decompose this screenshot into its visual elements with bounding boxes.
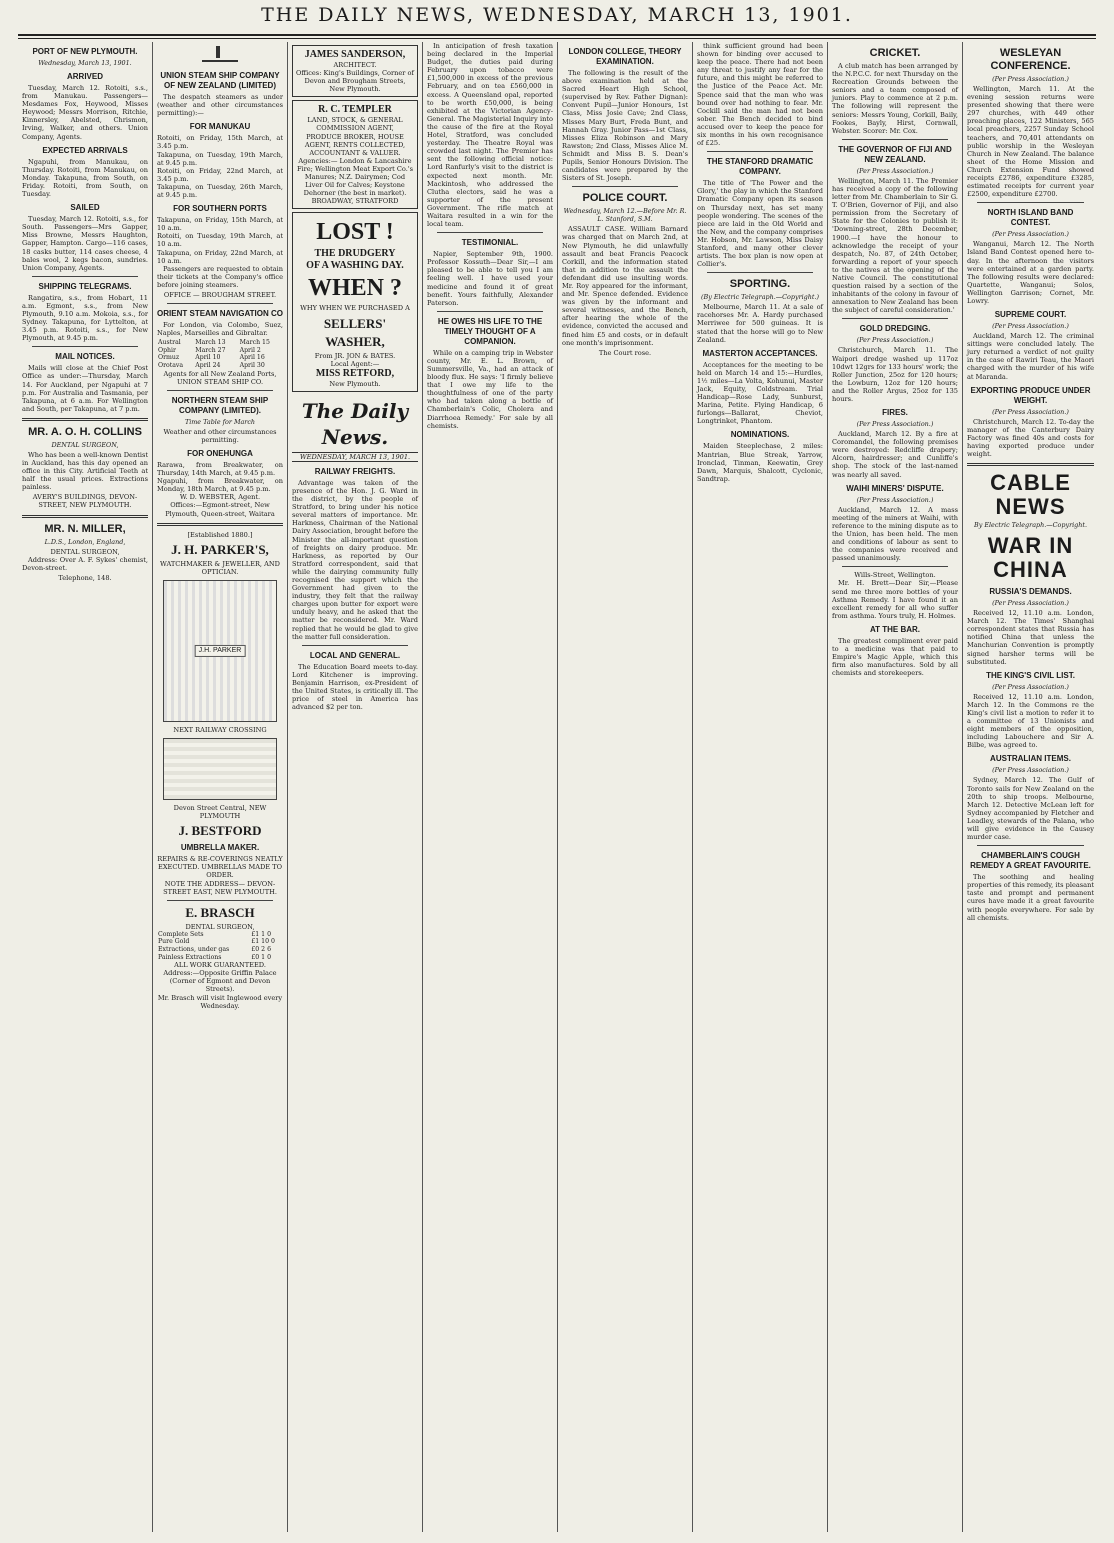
governor-text: Wellington, March 11. The Premier has received a copy of the following letter from Mr. Chamberlain to Sir G. T. O'Brien, Governor of Fiji, and also permission from the Secretary of State for the Colonies to publish it: 'Downing-street, 28th December, 1900.—I have the honour to acknowledge the receipt of your despatch, No. 87, of 24th October, forwarding a report of your speech to the natives at the opening of the Native Council. The constitutional question raised by a section of the inhabitants of the colony in favour of annexation to New Zealand has been the subject of careful consideration.': [832, 176, 958, 315]
sanderson-sub: ARCHITECT.: [333, 61, 377, 69]
onehunga-title: FOR ONEHUNGA: [187, 449, 253, 458]
college-text: The following is the result of the above examination held at the Sacred Heart High School, (supervised by Rev. Father Dignan): Convent Pupil—Junior Honours, 1st Class, Miss Josie Cave; 2nd Class, Misses Mary Burt, Freda Bunt, and Hannah Gray. Junior Pass—1st Class, Misses Eliza Robinson and Mary Rawston; 2nd Class, Misses Alice M. Schmidt and Miss B. S. Dean's Pupils, Senior Honours Division. The candidates were prepared by the Sisters of St. Joseph.: [562, 69, 688, 183]
port-title: PORT OF NEW PLYMOUTH.: [32, 47, 138, 56]
washing-heading: OF A WASHING DAY.: [306, 260, 404, 272]
onehunga-line: Ngapuhi, from Breakwater, on Monday, 18th March, at 9.45 p.m.: [157, 477, 283, 494]
south-title: FOR SOUTHERN PORTS: [173, 204, 267, 214]
divider: [157, 523, 283, 526]
railway-illustration: [163, 738, 277, 800]
russia-sub: (Per Press Association.): [992, 599, 1069, 608]
civil-text: Received 12, 11.10 a.m. London, March 12. In the Commons re the King's civil list a motion to refer it to a committee of 13 Unionists and eight members of the opposition, including Labouchere and Sir A. Bilbe, was agreed to.: [967, 692, 1094, 750]
divider: [707, 272, 813, 273]
parker-name: J. H. PARKER'S,: [171, 541, 269, 557]
companion-text: While on a camping trip in Webster county, Mr. E. L. Brown, of Summersville, Va., had an attack of bloody flux. He says: 'I firmly believe that I owe my life to the thoughtfulness of one of the party who had taken along a bottle of Chamberlain's Colic, Cholera and Diarrhoea Remedy.' For sale by all chemists.: [427, 348, 553, 430]
supreme-sub: (Per Press Association.): [992, 322, 1069, 331]
manukau-line: Takapuna, on Tuesday, 19th March, at 9.45 p.m.: [157, 150, 283, 167]
police-sub: Wednesday, March 12.—Before Mr. R. L. Stanford, S.M.: [563, 207, 687, 224]
bestford-address: NOTE THE ADDRESS— DEVON-STREET EAST, NEW PLYMOUTH.: [163, 879, 277, 896]
fires-sub: (Per Press Association.): [856, 420, 934, 429]
divider: [22, 515, 148, 518]
cough-text: The soothing and healing properties of this remedy, its pleasant taste and prompt and permanent cures have made it a great favourite with people everywhere. For sale by all chemists.: [967, 873, 1094, 922]
miller-name: MR. N. MILLER,: [44, 522, 126, 535]
news-text: In anticipation of fresh taxation being declared in the Imperial Budget, the duties paid during February upon tobacco were £1,500,000 in excess of the previous February, and on tea £560,000 in excess. A Queensland opal, reported to be worth £50,000, is being exhibited at the Victorian Agency-General. The Magisterial Inquiry into the cause of the fire at the Royal Hotel, Stratford, was concluded yesterday. The Theatre Royal was crowded last night. The Premier has sent the following official notice: Lord Ranfurly's visit to the district is expected next month. Mr. Mackintosh, who addressed the Clutha electors, said he was a supporter of the present Government. The rifle match at Waitara resulted in a win for the local team.: [427, 42, 553, 229]
union-title: UNION STEAM SHIP COMPANY OF NEW ZEALAND (LIMITED): [160, 71, 280, 91]
brasch-name: E. BRASCH: [185, 904, 255, 920]
lost-heading: LOST !: [316, 219, 394, 246]
waihi-sub: (Per Press Association.): [856, 495, 934, 504]
when-heading: WHEN ?: [307, 275, 402, 302]
templer-agencies: Agencies:— London & Lancashire Fire; Wellington Meat Export Co.'s Manures; N.Z. Dairymen; Cod Liver Oil for Calves; Keystone Dehorner (the best in market).: [296, 156, 414, 198]
wesleyan-text: Wellington, March 11. At the evening session returns were presented showing that there were 297 churches, with 449 other preaching places, 122 Ministers, 565 local preachers, 2257 Sunday School teachers, and 70,401 attendants on public worship in the Wesleyan Church in New Zealand. The balance sheet of the Home Mission and Church Extension Fund showed receipts £2786, expenditure £3285, estimated receipts for current year £2500, expenditure £2700.: [967, 85, 1094, 199]
brasch-tail: Mr. Brasch will visit Inglewood every Wednesday.: [157, 993, 283, 1010]
mail-text: Mails will close at the Chief Post Office as under:—Thursday, March 14. For Auckland, per Ngapuhi at 7 p.m. For Australia and Tasmania, per Takapuna, at 6 a.m. For Wellington and South, per Takapuna, at 7 p.m.: [22, 364, 148, 413]
cricket-text: A club match has been arranged by the N.P.C.C. for next Thursday on the Recreation Grounds between the seniors and a team composed of juniors. Play to commence at 2 p.m. The following will represent the seniors: Messrs Young, Corkill, Baily, Fookes, Bayly, Hirst, Cornwall, Webster. Scorer: Mr. Cox.: [832, 62, 958, 135]
masterton-title: MASTERTON ACCEPTANCES.: [702, 348, 818, 358]
manukau-title: FOR MANUKAU: [189, 122, 251, 132]
divider: [32, 346, 138, 347]
shopfront-illustration: [163, 580, 277, 722]
why-text: WHY WHEN WE PURCHASED A: [300, 304, 410, 313]
sanderson-ad: [292, 45, 418, 97]
column-7: [828, 42, 963, 1532]
war-title: WAR IN CHINA: [987, 533, 1074, 583]
gold-sub: (Per Press Association.): [856, 336, 934, 345]
divider: [842, 318, 948, 319]
divider: [842, 566, 948, 567]
local-text: The Education Board meets to-day. Lord Kitchener is improving. Benjamin Harrison, ex-President of the United States, is critically ill. The price of steel in America has advanced $2 per ton.: [292, 662, 418, 712]
gold-text: Christchurch, March 11. The Waipori dredge washed up 117oz 10dwt 12grs for 133 hours' work; the Roller Junction, 25oz for 120 hours; the Lowburn, 12oz for 120 hours; and the Roller Argus, 25oz for 135 hours.: [832, 346, 958, 403]
brasch-note: ALL WORK GUARANTEED.: [174, 961, 266, 970]
russia-title: RUSSIA'S DEMANDS.: [989, 587, 1072, 597]
table-row: Ormuz April 10 April 16: [158, 354, 265, 362]
column-3: [288, 42, 423, 1532]
miller-sub: L.D.S., London, England,: [44, 537, 126, 546]
court-continued: think sufficient ground had been shown for binding over accused to keep the peace. There had not been any threat to justify any fear for the future, and this might be referred to the Justice of the Peace Act. Mr. Spence said that the man who was bound over had nothing to fear. Mr. Cockill said the man had not been sober. The Bench decided to bind accused over to keep the peace for six months in his own recognisance of £25.: [697, 42, 823, 148]
police-text: ASSAULT CASE. William Barnard was charged that on March 2nd, at New Plymouth, he did unlawfully assault and beat Francis Peacock Corkill, and the information stated that in addition to the assault the defendant did use insulting words. Mr. Roy appeared for the informant, and Mr. Spence defended. Evidence was given by the informant and several witnesses, and the Bench, after hearing the whole of the evidence, convicted the accused and fined him £5 and costs, or in default one month's imprisonment.: [562, 225, 688, 347]
washer-ad: [292, 212, 418, 391]
orient-text: For London, via Colombo, Suez, Naples, Marseilles and Gibraltar.: [157, 321, 283, 338]
brasch-sub: DENTAL SURGEON,: [185, 922, 255, 931]
miller-address: Address: Over A. F. Sykes' chemist, Devon-street.: [22, 555, 148, 572]
table-row: Complete Sets £1 1 0: [158, 930, 272, 938]
dentist-text: Who has been a well-known Dentist in Auckland, has this day opened an office in this City. Artificial Teeth at half the usual prices. Extractions painless.: [22, 450, 148, 492]
manukau-line: Rotoiti, on Friday, 15th March, at 3.45 p.m.: [157, 134, 283, 151]
cable-sub: By Electric Telegraph.—Copyright.: [974, 521, 1087, 530]
table-row: Extractions, under gas £0 2 6: [158, 945, 272, 953]
bar-title: AT THE BAR.: [869, 624, 921, 634]
nominations-text: Maiden Steeplechase, 2 miles: Mantrian, Blue Streak, Yarrow, Ironclad, Tinman, Keewatin, Grey Dawn, Marquis, Shalcott, Cyclonic, Sandtrap.: [697, 442, 823, 483]
australian-sub: (Per Press Association.): [992, 766, 1069, 775]
sellers-heading: SELLERS': [323, 315, 387, 331]
shop-sign: J.H. PARKER: [195, 645, 246, 657]
band-title: NORTH ISLAND BAND CONTEST.: [987, 208, 1074, 228]
local-title: LOCAL AND GENERAL.: [309, 650, 401, 660]
nominations-title: NOMINATIONS.: [730, 430, 790, 440]
masterton-text: Acceptances for the meeting to be held on March 14 and 15:—Hurdles, 1½ miles—La Volta, Kohunui, Master Jack, Equity, Coldstream. Trial Handicap—Rose Lady, Sunburst, Marina, Petite. Flying Handicap, 6 furlongs—Ballarat, Cheviot, Longtrinket, Phantom.: [697, 360, 823, 426]
drudgery-heading: THE DRUDGERY: [314, 248, 396, 260]
templer-address: BROADWAY, STRATFORD: [311, 197, 399, 206]
table-row: Painless Extractions £0 1 0: [158, 953, 272, 961]
cough-title: CHAMBERLAIN'S COUGH REMEDY A GREAT FAVOURITE.: [970, 851, 1091, 871]
governor-title: THE GOVERNOR OF FIJI AND NEW ZEALAND.: [838, 144, 952, 164]
divider: [22, 418, 148, 421]
shipping-text: Rangatira, s.s., from Hobart, 11 a.m. Egmont, s.s., from New Plymouth, 9.10 a.m. Mokoia, s.s., for Sydney. Takapuna, for Lyttelton, at 3.45 p.m. Rotoiti, s.s., for New Plymouth, at 9.45 p.m.: [22, 293, 148, 343]
waihi-title: WAIHI MINERS' DISPUTE.: [846, 483, 944, 493]
cricket-title: CRICKET.: [869, 47, 921, 59]
civil-sub: (Per Press Association.): [992, 682, 1069, 691]
column-4: [423, 42, 558, 1532]
governor-sub: (Per Press Association.): [856, 166, 934, 175]
nss-title: NORTHERN STEAM SHIP COMPANY (LIMITED).: [171, 395, 269, 415]
table-row: Ophir March 27 April 2: [158, 346, 261, 354]
divider: [437, 232, 543, 233]
bestford-name: J. BESTFORD: [178, 823, 262, 839]
court-rose: The Court rose.: [598, 348, 652, 357]
masthead: THE DAILY NEWS, WEDNESDAY, MARCH 13, 1901.: [261, 4, 853, 26]
templer-sub: LAND, STOCK, & GENERAL COMMISSION AGENT,: [307, 116, 403, 133]
divider: [977, 845, 1084, 846]
civil-title: THE KING'S CIVIL LIST.: [986, 670, 1075, 680]
divider: [572, 186, 678, 187]
mail-title: MAIL NOTICES.: [55, 352, 115, 362]
sanderson-text: Offices: King's Buildings, Corner of Devon and Brougham Streets, New Plymouth.: [296, 69, 414, 94]
column-8: [963, 42, 1098, 1532]
wesleyan-title: WESLEYAN CONFERENCE.: [990, 47, 1071, 72]
column-2: [153, 42, 288, 1532]
bar-text: The greatest compliment ever paid to a medicine was that paid to Empire's Magic Apple, which this firm also manufactures. Sold by all chemists and storekeepers.: [832, 636, 958, 678]
orient-agent: Agents for all New Zealand Ports, UNION STEAM SHIP CO.: [163, 369, 277, 386]
australian-title: AUSTRALIAN ITEMS.: [990, 754, 1071, 764]
bestford-text: REPAIRS & RE-COVERINGS NEATLY EXECUTED. UMBRELLAS MADE TO ORDER.: [157, 855, 283, 880]
table-row: Austral March 13 March 15: [158, 339, 270, 347]
band-text: Wanganui, March 12. The North Island Band Contest opened here to-day. In the afternoon the visitors were entertained at a garden party. The following results were declared: Quartette, Wanganui; Solos, Wellington Garrison; Cornet, Mr. Lowry.: [967, 240, 1094, 305]
sporting-text: Melbourne, March 11. At a sale of racehorses Mr. A. Hardy purchased Merriwee for 500 guineas. It is stated that the horse will go to New Zealand.: [697, 303, 823, 344]
column-6: [693, 42, 828, 1532]
railway-title: RAILWAY FREIGHTS.: [314, 466, 396, 476]
police-title: POLICE COURT.: [582, 192, 668, 205]
companion-title: HE OWES HIS LIFE TO THE TIMELY THOUGHT OF A COMPANION.: [437, 316, 543, 346]
divider: [707, 151, 813, 152]
remedy-title: Wills-Street, Wellington.: [854, 571, 936, 580]
table-row: Orotava April 24 April 30: [158, 362, 265, 370]
sporting-title: SPORTING.: [729, 278, 791, 291]
templer-text: PRODUCE BROKER, HOUSE AGENT, RENTS COLLECTED, ACCOUNTANT & VALUER.: [304, 132, 406, 157]
union-text: The despatch steamers as under (weather and other circumstances permitting):—: [157, 93, 283, 118]
sailed-title: SAILED: [70, 203, 100, 213]
wesleyan-sub: (Per Press Association.): [992, 75, 1069, 83]
divider: [32, 276, 138, 277]
sporting-sub: (By Electric Telegraph.—Copyright.): [701, 293, 819, 302]
port-date: Wednesday, March 13, 1901.: [38, 59, 132, 67]
divider: [977, 202, 1084, 203]
rail-label: NEXT RAILWAY CROSSING: [173, 725, 267, 734]
manukau-line: Takapuna, on Tuesday, 26th March, at 9.45 p.m.: [157, 182, 283, 200]
testimonial-title: TESTIMONIAL.: [461, 238, 519, 248]
orient-table: [157, 339, 283, 369]
arrived-text: Tuesday, March 12. Rotoiti, s.s., from Manukau. Passengers—Mesdames Fox, Heywood, Misses Heywood; Messrs Morrison, Ritchie, Kinnersley, Abelsted, Chrismon, Irving, Walker, and others. Union Company, Agents.: [22, 84, 148, 141]
nss-sub: Time Table for March: [184, 417, 256, 426]
expected-title: EXPECTED ARRIVALS: [42, 145, 128, 155]
onehunga-line: Rarawa, from Breakwater, on Thursday, 14th March, at 9.45 p.m.: [157, 461, 283, 478]
divider: [167, 390, 273, 391]
steamship-icon: [202, 44, 238, 62]
dentist-address: AVERY'S BUILDINGS, DEVON-STREET, NEW PLYMOUTH.: [32, 493, 138, 510]
retford-address: New Plymouth.: [329, 379, 381, 388]
column-5: [558, 42, 693, 1532]
sailed-text: Tuesday, March 12. Rotoiti, s.s., for South. Passengers—Mrs Gapper, Miss Browne, Messrs Haughton, Gapper, Hampton. Cargo—116 cases, 18 casks butter, 114 cases cheese, 4 bales wool, 2 kegs bacon, sundries. Union Company, Agents.: [22, 215, 148, 272]
miller-telephone: Telephone, 148.: [58, 573, 112, 582]
dentist-sub: DENTAL SURGEON,: [51, 440, 119, 449]
south-line: Takapuna, on Friday, 22nd March, at 10 a.m.: [157, 248, 283, 265]
miller-role: DENTAL SURGEON,: [50, 547, 120, 556]
established: [Established 1880.]: [187, 530, 253, 539]
manukau-line: Rotoiti, on Friday, 22nd March, at 3.45 p.m.: [157, 166, 283, 183]
dentist-title: MR. A. O. H. COLLINS: [28, 425, 142, 438]
export-text: Christchurch, March 12. To-day the manager of the Canterbury Dairy Factory was fined 40s and costs for having exported produce under weight.: [967, 417, 1094, 458]
divider: [167, 900, 273, 901]
editorial-date: WEDNESDAY, MARCH 13, 1901.: [292, 452, 418, 462]
parker-sub: WATCHMAKER & JEWELLER, AND OPTICIAN.: [160, 559, 280, 576]
columns: [18, 42, 1098, 1532]
divider: [842, 139, 948, 140]
brasch-address: Address:—Opposite Griffin Palace (Corner of Egmont and Devon Streets).: [163, 969, 277, 994]
band-sub: (Per Press Association.): [992, 230, 1069, 239]
waihi-text: Auckland, March 12. A mass meeting of the miners at Waihi, with reference to the mining dispute as to the Union, has been held. The men and conditions of labour as sent to the companies were received and passed unanimously.: [832, 505, 958, 563]
export-sub: (Per Press Association.): [992, 407, 1069, 416]
dramatic-title: THE STANFORD DRAMATIC COMPANY.: [706, 157, 814, 177]
testimonial-text: Napier, September 9th, 1900. Professor Kossuth—Dear Sir,—I am pleased to be able to tell you I am feeling well. I have used your medicine and found it of great benefit. Yours faithfully, Alexander Paterson.: [427, 250, 553, 307]
union-note: Passengers are requested to obtain their tickets at the Company's office before joining steamers.: [157, 264, 283, 289]
rail-caption: Devon Street Central, NEW PLYMOUTH: [173, 804, 267, 821]
supreme-title: SUPREME COURT.: [994, 310, 1067, 320]
russia-text: Received 12, 11.10 a.m. London, March 12. The Times' Shanghai correspondent states that Russia has notified China that unless the Manchurian Convention is promptly signed harsher terms will be substituted.: [967, 609, 1094, 666]
bestford-sub: UMBRELLA MAKER.: [180, 843, 260, 853]
cable-title: CABLE NEWS: [990, 470, 1071, 520]
sanderson-name: JAMES SANDERSON,: [304, 49, 406, 60]
union-office: OFFICE — BROUGHAM STREET.: [163, 290, 277, 299]
divider: [967, 463, 1094, 466]
shipping-title: SHIPPING TELEGRAMS.: [38, 281, 132, 291]
south-line: Rotoiti, on Tuesday, 19th March, at 10 a.m.: [157, 232, 283, 249]
nss-text: Weather and other circumstances permitting.: [163, 427, 277, 444]
railway-text: Advantage was taken of the presence of the Hon. J. G. Ward in the district, by the people of Stratford, to bring under his notice several matters of importance. Mr. Harkness, Chairman of the National Dairy Association, brought before the Minister the all-important question of freights on dairy produce. Mr. Harkness, as reported by Our Stratford correspondent, said that while the dairying community fully recognised the support which the Government had given to the industry, they felt that the railway charges upon butter for export were unduly heavy, and he asked that the matter be reconsidered. Mr. Ward replied that he would be glad to give the matter full consideration.: [292, 478, 418, 641]
masthead-rule: [18, 34, 1096, 39]
divider: [437, 311, 543, 312]
college-title: LONDON COLLEGE, THEORY EXAMINATION.: [568, 47, 682, 66]
retford-name: MISS RETFORD,: [315, 367, 395, 379]
dramatic-text: The title of 'The Power and the Glory,' the play in which the Stanford Dramatic Company open its season on Thursday next, has set many people wondering. The scenes of the piece are laid in the Old World and the New, and the company comprises Mr. Hobson, Mr. Lawson, Miss Daisy Stanford, and many other clever artists. The box plan is now open at Collier's.: [697, 179, 823, 269]
brasch-table: [157, 931, 283, 961]
daily-news-nameplate: The Daily News.: [301, 398, 409, 449]
export-title: EXPORTING PRODUCE UNDER WEIGHT.: [970, 385, 1091, 405]
column-1: [18, 42, 153, 1532]
washer-from: From JR. JON & BATES.: [314, 351, 396, 360]
orient-title: ORIENT STEAM NAVIGATION CO: [157, 309, 283, 319]
templer-ad: [292, 100, 418, 209]
templer-name: R. C. TEMPLER: [318, 104, 392, 116]
supreme-text: Auckland, March 12. The criminal sittings were concluded lately. The jury returned a verdict of not guilty in the case of Rawiri Teau, the Maori charged with the murder of his wife at Maranda.: [967, 332, 1094, 381]
washer-agent: Local Agent:—: [330, 359, 380, 368]
fires-title: FIRES.: [882, 408, 908, 418]
nss-office: Offices:—Egmont-street, New Plymouth, Queen-street, Waitara: [165, 501, 275, 518]
australian-text: Sydney, March 12. The Gulf of Toronto sails for New Zealand on the 20th to ship troops. Melbourne, March 12. Detective McLean left for Sydney accompanied by Fletcher and Leadley, stewards of the Palana, who will give evidence in the Causey murder case.: [967, 776, 1094, 842]
arrived-title: ARRIVED: [66, 72, 103, 81]
divider: [302, 645, 408, 646]
divider: [167, 303, 273, 304]
remedy-text: Mr. H. Brett—Dear Sir,—Please send me three more bottles of your Asthma Remedy. I have found it an excellent remedy for all who suffer from asthma. Yours truly, H. Holmes.: [832, 579, 958, 620]
gold-title: GOLD DREDGING.: [859, 324, 931, 334]
washer-heading: WASHER,: [325, 333, 385, 349]
table-row: Pure Gold £1 10 0: [158, 938, 275, 946]
expected-text: Ngapuhi, from Manukau, on Thursday. Rotoiti, from Manukau, on Monday. Takapuna, from South, on Friday. Rotoiti, from South, on Tuesday.: [22, 157, 148, 199]
south-line: Takapuna, on Friday, 15th March, at 10 a.m.: [157, 216, 283, 233]
fires-text: Auckland, March 12. By a fire at Coromandel, the following premises were destroyed: Redcliffe drapery; Alcorn, hairdresser; and Cunliffe's shop. The stock of the last-named was nearly all saved.: [832, 430, 958, 479]
nss-agent: W. D. WEBSTER, Agent.: [179, 493, 261, 502]
